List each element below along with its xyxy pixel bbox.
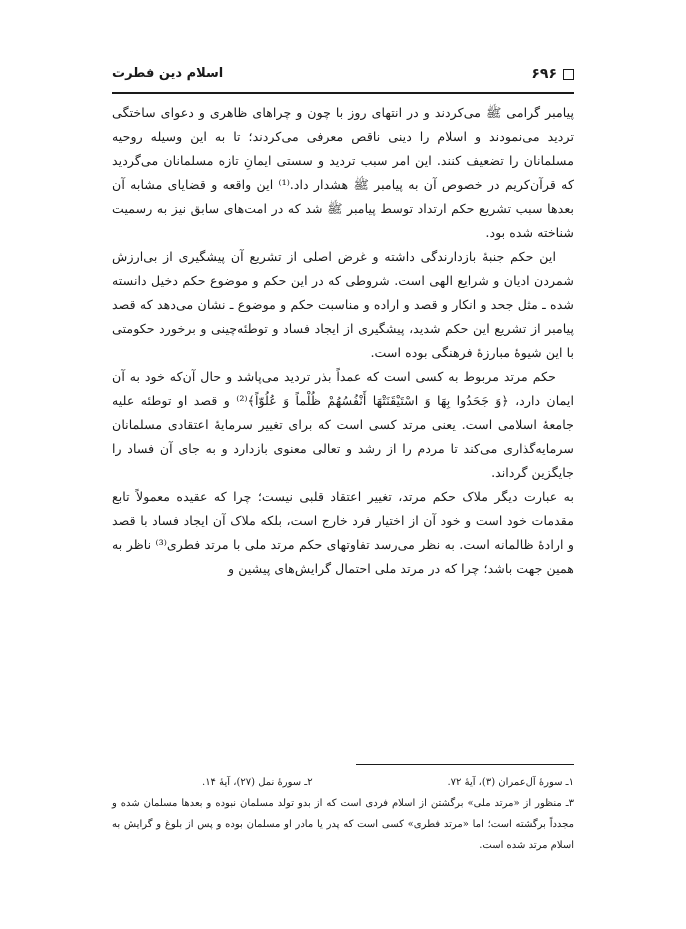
paragraph: پیامبر گرامی ﷺ می‌کردند و در انتهای روز با چون و چراهای ظاهری و دعوای ساختگی تردید می‌نمودند و اسلام را دینی ناقص معرفی می‌کردند؛ تا به این وسیله روحیه مسلمانان را تضعیف کنند. این امر سبب تردید و سستی ایمانِ تازه مسلمانان می‌گردید که قرآن‌کریم در خصوص آن به پیامبر ﷺ هشدار داد.⁽¹⁾ این واقعه و قضایای مشابه آن بعدها سبب تشریع حکم ارتداد توسط پیامبر ﷺ شد که در امت‌های سابق نیز به رسمیت شناخته شده بود. xyxy=(112,105,574,240)
header-rule xyxy=(112,92,574,94)
square-bullet-icon xyxy=(563,69,574,80)
footnote-1: ۱ـ سورهٔ آل‌عمران (۳)، آیهٔ ۷۲. xyxy=(447,777,574,788)
footnote-3: ۳ـ منظور از «مرتد ملی» برگشتن از اسلام فردی است که از بدو تولد مسلمان نبوده و بعدها مسلمان شده و مجدداً برگشته است؛ اما «مرتد فطری» کسی است که پدر یا مادر او مسلمان بوده و پس از بلوغ و گرایش به اسلام مرتد شده است. xyxy=(112,798,574,851)
paragraph: حکم مرتد مربوط به کسی است که عمداً بذر تردید می‌پاشد و حال آن‌که خود به آن ایمان دارد، ﴿وَ جَحَدُوا بِهَا وَ اسْتَيْقَنَتْهَا أَنْفُسُهُمْ ظُلْماً وَ عُلُوّاً﴾⁽²⁾ و قصد او توطئه علیه جامعهٔ اسلامی است. یعنی مرتد کسی است که برای تغییر سرمایهٔ اعتقادی مسلمانان سرمایه‌گذاری می‌کند تا مردم را از رشد و تعالی معنوی بازدارد و به جای آن فساد را جایگزین گرداند. xyxy=(112,369,574,480)
footnote-rule xyxy=(356,764,574,765)
paragraph: به عبارت دیگر ملاک حکم مرتد، تغییر اعتقاد قلبی نیست؛ چرا که عقیده معمولاً تابع مقدمات خود است و خود آن از اختیار فرد خارج است، بلکه ملاک آن ایجاد فساد با قصد و ارادهٔ ظالمانه است. به نظر می‌رسد تفاوتهای حکم مرتد ملی با مرتد فطری⁽³⁾ ناظر به همین جهت باشد؛ چرا که در مرتد ملی احتمال گرایش‌های پیشین و xyxy=(112,489,574,576)
running-title: اسلام دین فطرت xyxy=(112,66,224,81)
page-number-group xyxy=(531,66,574,82)
footnote-2: ۲ـ سورهٔ نمل (۲۷)، آیهٔ ۱۴. xyxy=(202,777,313,788)
footnotes xyxy=(112,772,574,856)
body-text xyxy=(112,101,574,581)
paragraph: این حکم جنبهٔ بازدارندگی داشته و غرض اصلی از تشریع آن پیشگیری از بی‌ارزش شمردن ادیان و شرایع الهی است. شروطی که در این حکم و موضوع حکم دخیل دانسته شده ـ مثل جحد و انکار و قصد و اراده و مناسبت حکم و موضوع ـ نشان می‌دهد که قصد پیامبر از تشریع این حکم شدید، پیشگیری از ایجاد فساد و توطئه‌چینی و برخورد حکومتی با این شیوهٔ مبارزهٔ فرهنگی بوده است. xyxy=(112,249,574,360)
page-header xyxy=(112,66,574,92)
footnote-row xyxy=(112,772,574,793)
page-number: ۶۹۶ xyxy=(531,66,557,82)
